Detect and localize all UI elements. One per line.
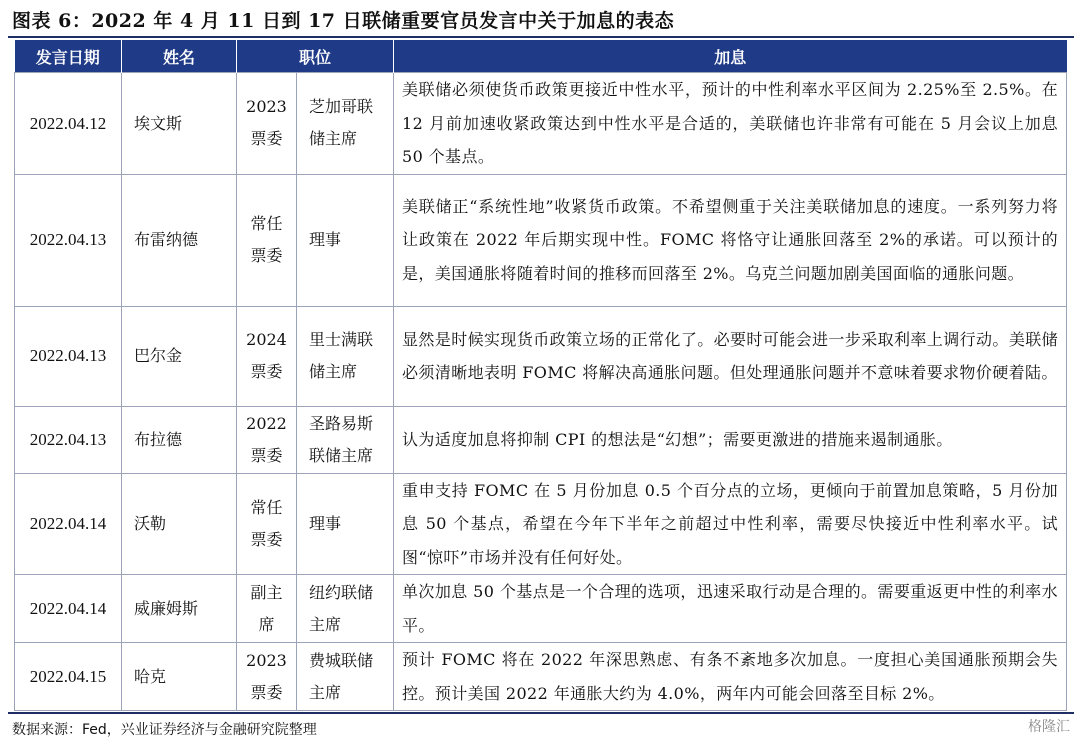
table-header-row (15, 40, 1067, 73)
row-name: 布拉德 (122, 406, 237, 473)
row-position-tenure: 2023 票委 (237, 73, 297, 175)
row-statement: 美联储必须使货币政策更接近中性水平，预计的中性利率水平区间为 2.25%至 2.5%。在 12 月前加速收紧政策达到中性水平是合适的，美联储也许非常有可能在 5 月会议上加息 50 个基点。 (394, 73, 1067, 175)
table-row (15, 73, 1067, 175)
col-header-date: 发言日期 (15, 40, 122, 73)
row-date: 2022.04.14 (15, 473, 122, 575)
figure-title: 图表 6：2022 年 4 月 11 日到 17 日联储重要官员发言中关于加息的表态 (12, 10, 675, 32)
row-name: 巴尔金 (122, 306, 237, 406)
row-position-tenure: 2024 票委 (237, 306, 297, 406)
col-header-rate-hike: 加息 (394, 40, 1067, 73)
row-name: 哈克 (122, 643, 237, 711)
row-name: 布雷纳德 (122, 174, 237, 306)
table-row (15, 306, 1067, 406)
source-note: 数据来源：Fed，兴业证券经济与金融研究院整理 (12, 722, 317, 738)
col-header-name: 姓名 (122, 40, 237, 73)
top-rule (8, 36, 1074, 38)
row-statement: 显然是时候实现货币政策立场的正常化了。必要时可能会进一步采取利率上调行动。美联储必须清晰地表明 FOMC 将解决高通胀问题。但处理通胀问题并不意味着要求物价硬着陆。 (394, 306, 1067, 406)
row-position-tenure: 常任 票委 (237, 473, 297, 575)
row-position-title: 理事 (297, 174, 394, 306)
row-position-tenure: 2023 票委 (237, 643, 297, 711)
row-position-title: 纽约联储 主席 (297, 575, 394, 643)
row-name: 沃勒 (122, 473, 237, 575)
row-position-title: 理事 (297, 473, 394, 575)
row-date: 2022.04.12 (15, 73, 122, 175)
row-statement: 预计 FOMC 将在 2022 年深思熟虑、有条不紊地多次加息。一度担心美国通胀预期会失控。预计美国 2022 年通胀大约为 4.0%，两年内可能会回落至目标 2%。 (394, 643, 1067, 711)
fed-statements-table (14, 40, 1067, 711)
table-row (15, 406, 1067, 473)
row-position-tenure: 副主 席 (237, 575, 297, 643)
row-position-tenure: 2022 票委 (237, 406, 297, 473)
bottom-rule (8, 712, 1074, 714)
col-header-position: 职位 (237, 40, 394, 73)
row-position-title: 芝加哥联 储主席 (297, 73, 394, 175)
table-row (15, 473, 1067, 575)
row-date: 2022.04.15 (15, 643, 122, 711)
row-date: 2022.04.14 (15, 575, 122, 643)
watermark: 格隆汇 (1028, 719, 1070, 735)
row-position-title: 里士满联 储主席 (297, 306, 394, 406)
row-position-title: 圣路易斯 联储主席 (297, 406, 394, 473)
row-name: 威廉姆斯 (122, 575, 237, 643)
row-statement: 美联储正“系统性地”收紧货币政策。不希望侧重于关注美联储加息的速度。一系列努力将让政策在 2022 年后期实现中性。FOMC 将恪守让通胀回落至 2%的承诺。可以预计的是，美国通胀将随着时间的推移而回落至 2%。乌克兰问题加剧美国面临的通胀问题。 (394, 174, 1067, 306)
table-row (15, 174, 1067, 306)
row-date: 2022.04.13 (15, 306, 122, 406)
row-statement: 认为适度加息将抑制 CPI 的想法是“幻想”；需要更激进的措施来遏制通胀。 (394, 406, 1067, 473)
table-row (15, 643, 1067, 711)
row-date: 2022.04.13 (15, 406, 122, 473)
row-name: 埃文斯 (122, 73, 237, 175)
row-date: 2022.04.13 (15, 174, 122, 306)
row-position-title: 费城联储 主席 (297, 643, 394, 711)
row-statement: 重申支持 FOMC 在 5 月份加息 0.5 个百分点的立场，更倾向于前置加息策略，5 月份加息 50 个基点，希望在今年下半年之前超过中性利率，需要尽快接近中性利率水平。试图“惊吓”市场并没有任何好处。 (394, 473, 1067, 575)
row-position-tenure: 常任 票委 (237, 174, 297, 306)
row-statement: 单次加息 50 个基点是一个合理的选项，迅速采取行动是合理的。需要重返更中性的利率水平。 (394, 575, 1067, 643)
table-row (15, 575, 1067, 643)
